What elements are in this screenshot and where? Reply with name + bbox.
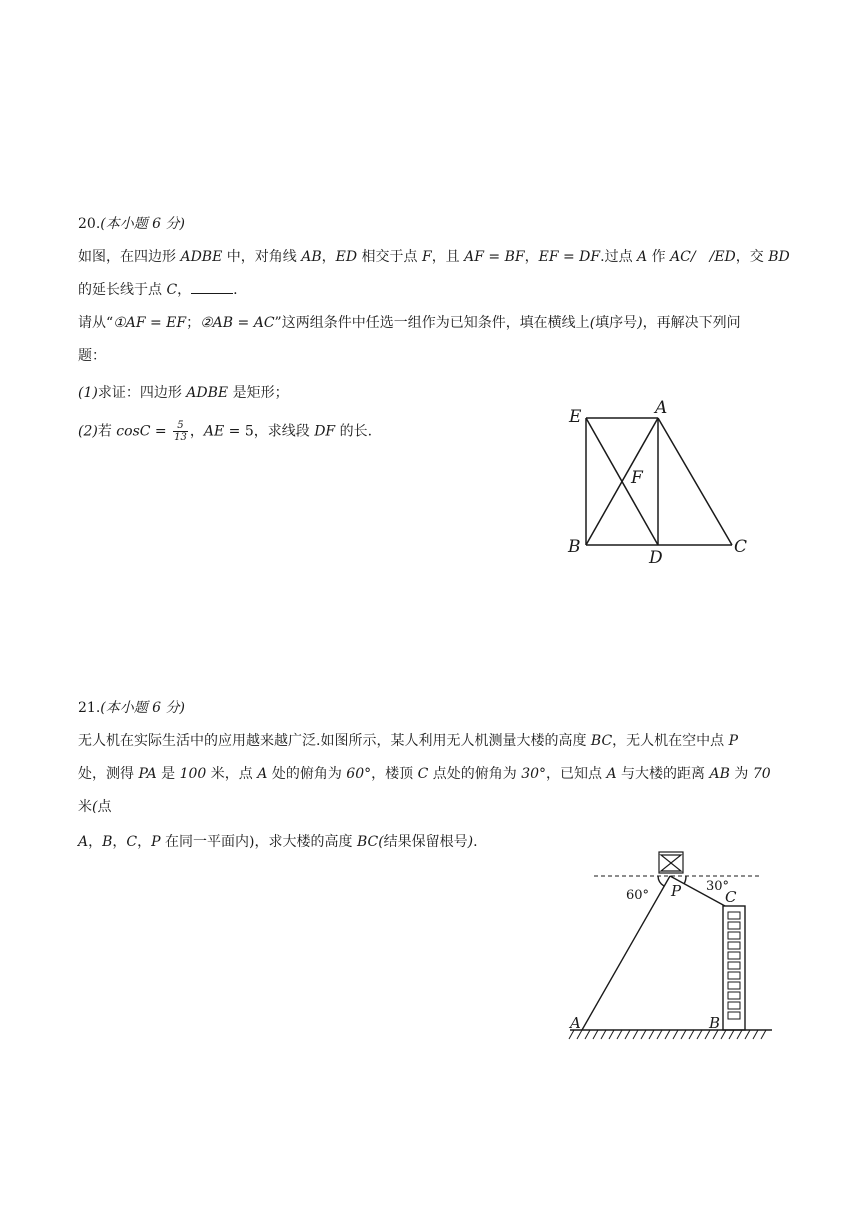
q21-header [78, 698, 185, 718]
label-A: A [570, 1014, 581, 1032]
q21-line-1: 无人机在实际生活中的应用越来越广泛.如图所示，某人利用无人机测量大楼的高度 BC，无人机在空中点 P [78, 733, 739, 749]
label-F: F [631, 468, 643, 488]
q21-score-note: (本小题 6 分) [100, 700, 185, 716]
q20-figure [560, 392, 760, 572]
q20-score-note: (本小题 6 分) [100, 216, 185, 232]
label-B: B [568, 537, 581, 557]
label-D: D [649, 548, 663, 568]
q20-stem-line-2: 的延长线于点 C， . [78, 282, 238, 298]
ground-hatch [569, 1030, 772, 1039]
q20-header [78, 214, 185, 234]
q21-figure [560, 844, 780, 1049]
q21-line-3: 米(点 [78, 799, 112, 815]
fraction: $\frac{5}{13}$ [174, 420, 187, 443]
angle-arc-60 [658, 876, 664, 886]
q20-part-1: (1)求证：四边形 ADBE 是矩形； [78, 385, 289, 401]
label-A: A [655, 398, 668, 418]
label-P: P [671, 882, 682, 900]
building-icon [723, 906, 745, 1030]
label-E: E [569, 407, 582, 427]
drone-icon [659, 852, 683, 873]
q20-part-2: (2)若 cosC = $\frac{5}{13}$ ，AE = 5，求线段 DF 的长. [78, 420, 373, 443]
q20-stem-line-1: 如图，在四边形 ADBE 中，对角线 AB，ED 相交于点 F，且 AF = BF，EF = DF.过点 A 作 AC/ /ED，交 BD [78, 249, 790, 265]
answer-blank[interactable] [191, 280, 233, 294]
q20-number: 20. [78, 216, 101, 232]
q21-line-2: 处，测得 PA 是 100 米，点 A 处的俯角为 60°，楼顶 C 点处的俯角为 30°，已知点 A 与大楼的距离 AB 为 70 [78, 766, 771, 782]
q21-line-4: A，B，C，P 在同一平面内)，求大楼的高度 BC(结果保留根号). [78, 834, 478, 850]
label-angle-30: 30° [706, 879, 730, 894]
q20-choice-line-1: 请从“①AF = EF；②AB = AC”这两组条件中任选一组作为已知条件，填在横线上(填序号)，再解决下列问 [78, 315, 741, 331]
q20-choice-line-2: 题： [78, 348, 106, 364]
label-angle-60: 60° [626, 888, 650, 903]
angle-arc-30 [684, 876, 686, 884]
label-C: C [725, 888, 737, 906]
q21-number: 21. [78, 700, 101, 716]
label-B: B [709, 1014, 721, 1032]
label-C: C [734, 537, 748, 557]
segment-AC [658, 418, 732, 545]
